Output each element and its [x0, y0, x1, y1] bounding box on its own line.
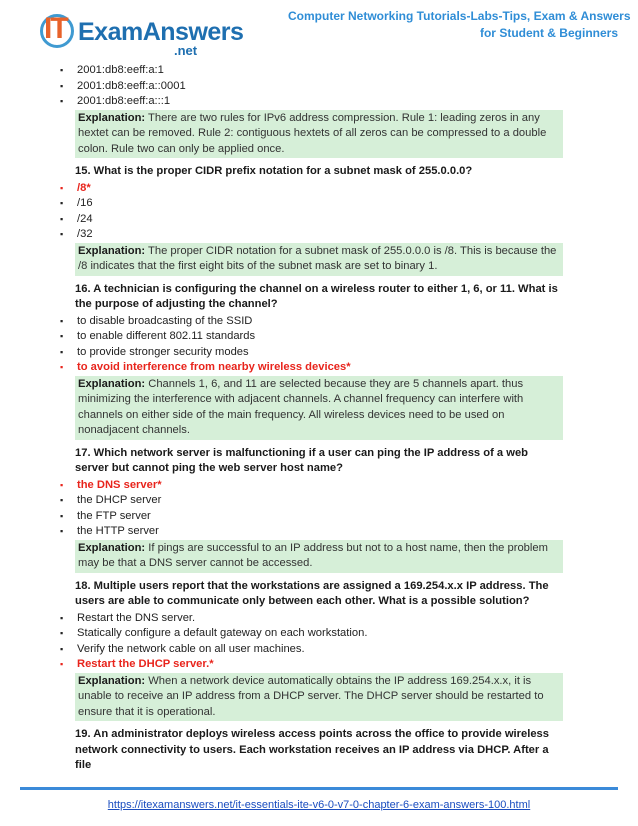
q18-option-correct: ▪ Restart the DHCP server.* [0, 657, 638, 673]
q15-option: ▪ /24 [0, 212, 638, 228]
q19-question: 19. An administrator deploys wireless access points across the office to provide wireless network connectivity to users. Each workstation receives an IP address via DHCP. After a file [75, 728, 549, 771]
q14-explanation: Explanation: There are two rules for IPv6 address compression. Rule 1: leading zeros in any hextet can be removed. Rule 2: contiguous hextets of all zeros can be compressed to a double colon. Rule two can only be applied once. [75, 110, 563, 159]
q16-option: ▪ to provide stronger security modes [0, 345, 638, 361]
q18-option: ▪ Restart the DNS server. [0, 611, 638, 627]
bullet-icon: ▪ [60, 526, 64, 536]
bullet-icon: ▪ [60, 628, 64, 638]
bullet-icon: ▪ [60, 346, 64, 357]
bullet-icon: ▪ [60, 213, 64, 224]
q15-explanation: Explanation: The proper CIDR notation for a subnet mask of 255.0.0.0 is /8. This is because the /8 indicates that the first eight bits of the subnet mask are set to binary 1. [75, 243, 563, 276]
tagline-line-2: for Student & Beginners [479, 26, 618, 40]
q15-option-correct: ▪ /8* [0, 181, 638, 197]
bullet-icon: ▪ [60, 80, 64, 91]
bullet-icon: ▪ [60, 659, 64, 669]
site-logo[interactable] [40, 10, 244, 60]
q17-option-correct: ▪ the DNS server* [0, 478, 638, 494]
bullet-icon: ▪ [60, 198, 64, 208]
q17-explanation: Explanation: If pings are successful to an IP address but not to a host name, then the problem may be that a DNS server cannot be accessed. [75, 540, 563, 573]
bullet-icon: ▪ [60, 612, 64, 623]
bullet-icon: ▪ [60, 65, 64, 75]
q16-option: ▪ to enable different 802.11 standards [0, 329, 638, 345]
q16-option: ▪ to disable broadcasting of the SSID [0, 314, 638, 330]
bullet-icon: ▪ [60, 479, 64, 490]
logo-net-text: .net [174, 43, 198, 58]
bullet-icon: ▪ [60, 643, 64, 654]
bullet-icon: ▪ [60, 315, 64, 326]
q15-option: ▪ /16 [0, 196, 638, 212]
site-tagline [288, 8, 631, 42]
q18-option: ▪ Verify the network cable on all user machines. [0, 642, 638, 658]
bullet-icon: ▪ [60, 495, 64, 505]
q18-question: 18. Multiple users report that the workstations are assigned a 169.254.x.x IP address. The users are able to communicate only between each other. What is a possible solution? [75, 579, 549, 607]
q16-option-correct: ▪ to avoid interference from nearby wireless devices* [0, 360, 638, 376]
logo-it-text: IT [44, 12, 67, 45]
q16-question: 16. A technician is configuring the channel on a wireless router to either 1, 6, or 11. What is the purpose of adjusting the channel? [75, 282, 558, 310]
bullet-icon: ▪ [60, 96, 64, 106]
exam-content [0, 63, 638, 775]
logo-examanswers-text: ExamAnswers [78, 18, 244, 46]
q17-option: ▪ the FTP server [0, 509, 638, 525]
bullet-icon: ▪ [60, 510, 64, 521]
bullet-icon: ▪ [60, 182, 64, 193]
q15-option: ▪ /32 [0, 227, 638, 243]
bullet-icon: ▪ [60, 229, 64, 239]
footer-link[interactable]: https://itexamanswers.net/it-essentials-ite-v6-0-v7-0-chapter-6-exam-answers-100.html [107, 799, 531, 811]
q17-option: ▪ the DHCP server [0, 493, 638, 509]
q18-option: ▪ Statically configure a default gateway on each workstation. [0, 626, 638, 642]
q14-option: ▪ 2001:db8:eeff:a::0001 [0, 79, 638, 95]
q15-question: 15. What is the proper CIDR prefix notation for a subnet mask of 255.0.0.0? [75, 165, 473, 177]
q17-option: ▪ the HTTP server [0, 524, 638, 540]
q17-question: 17. Which network server is malfunctioning if a user can ping the IP address of a web server but cannot ping the web server host name? [75, 446, 529, 474]
q14-option: ▪ 2001:db8:eeff:a:1 [0, 63, 638, 79]
footer-divider [20, 787, 618, 790]
q18-explanation: Explanation: When a network device automatically obtains the IP address 169.254.x.x, it is unable to receive an IP address from a DHCP server. The DHCP server should be restarted to ensure that it is operational. [75, 673, 563, 722]
q14-option: ▪ 2001:db8:eeff:a:::1 [0, 94, 638, 110]
bullet-icon: ▪ [60, 362, 64, 372]
bullet-icon: ▪ [60, 331, 64, 341]
page-header [0, 0, 638, 62]
q16-explanation: Explanation: Channels 1, 6, and 11 are selected because they are 5 channels apart. thus minimizing the interference with adjacent channels. A channel frequency can interfere with channels on either side of the main frequency. All wireless devices need to be used on nonadjacent channels. [75, 376, 563, 440]
tagline-line-1: Computer Networking Tutorials-Labs-Tips, Exam & Answers [288, 9, 631, 23]
